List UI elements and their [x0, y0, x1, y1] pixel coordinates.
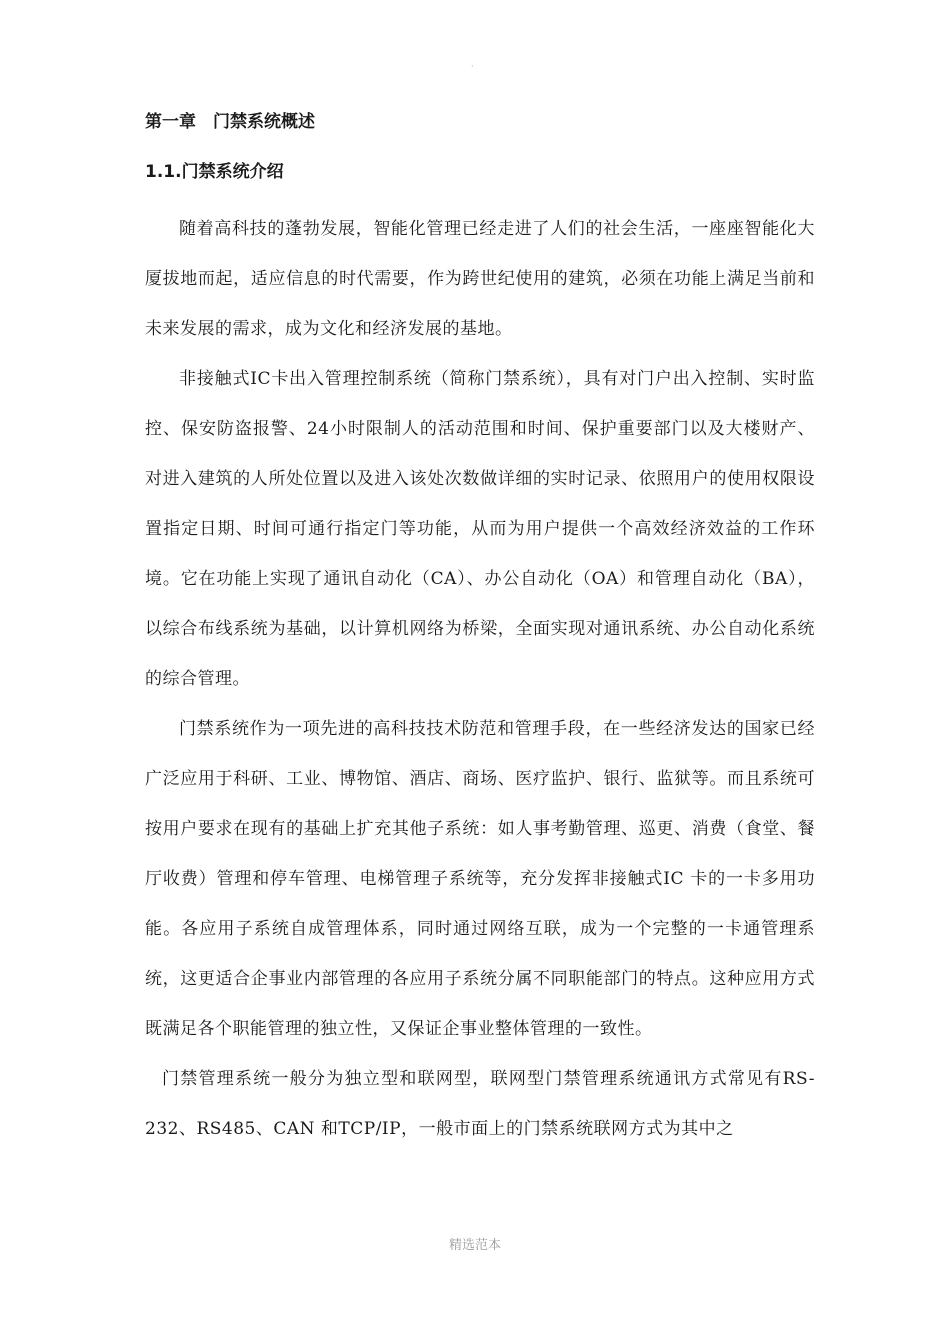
- paragraph-network-types: 门禁管理系统一般分为独立型和联网型，联网型门禁管理系统通讯方式常见有RS-232、RS485、CAN 和TCP/IP，一般市面上的门禁系统联网方式为其中之: [145, 1069, 815, 1139]
- header-mark: ·: [471, 62, 474, 71]
- section-title: 1.1.门禁系统介绍: [145, 162, 284, 182]
- paragraph-applications: 门禁系统作为一项先进的高科技技术防范和管理手段，在一些经济发达的国家已经广泛应用于科研、工业、博物馆、酒店、商场、医疗监护、银行、监狱等。而且系统可按用户要求在现有的基础上扩充其他子系统：如人事考勤管理、巡更、消费（食堂、餐厅收费）管理和停车管理、电梯管理子系统等，充分发挥非接触式IC 卡的一卡多用功能。各应用子系统自成管理体系，同时通过网络互联，成为一个完整的一卡通管理系统，这更适合企事业内部管理的各应用子系统分属不同职能部门的特点。这种应用方式既满足各个职能管理的独立性，又保证企事业整体管理的一致性。: [145, 719, 815, 1039]
- page-footer: 精选范本: [448, 1238, 501, 1253]
- chapter-title: 第一章 门禁系统概述: [145, 112, 315, 132]
- paragraph-ic-card-system: 非接触式IC卡出入管理控制系统（简称门禁系统），具有对门户出入控制、实时监控、保安防盗报警、24小时限制人的活动范围和时间、保护重要部门以及大楼财产、对进入建筑的人所处位置以及进入该处次数做详细的实时记录、依照用户的使用权限设置指定日期、时间可通行指定门等功能，从而为用户提供一个高效经济效益的工作环境。它在功能上实现了通讯自动化（CA）、办公自动化（OA）和管理自动化（BA），以综合布线系统为基础，以计算机网络为桥梁，全面实现对通讯系统、办公自动化系统的综合管理。: [145, 369, 815, 689]
- document-body: [145, 104, 815, 1154]
- paragraph-intro: 随着高科技的蓬勃发展，智能化管理已经走进了人们的社会生活，一座座智能化大厦拔地而起，适应信息的时代需要，作为跨世纪使用的建筑，必须在功能上满足当前和未来发展的需求，成为文化和经济发展的基地。: [145, 219, 815, 339]
